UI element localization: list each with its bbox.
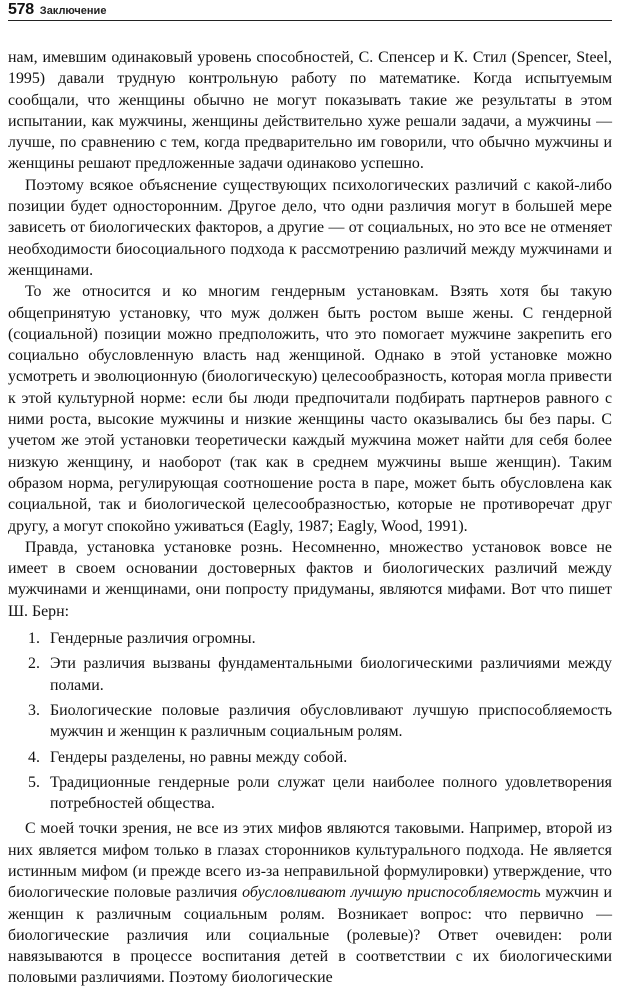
list-item <box>8 772 612 815</box>
page-header <box>8 0 612 21</box>
paragraph-final <box>8 818 612 988</box>
list-item <box>8 747 612 768</box>
list-text: Традиционные гендерные роли служат цели наиболее полного удовлетворения потребностей общества. <box>50 773 612 813</box>
text-run: С моей точки зрения, не все из этих мифов являются таковыми. Например, второй из них является мифом только в глазах сторонников культурального подхода. Не является истинным мифом (и прежде всего из-за неправильной формулировки) утверждение, что биологические половые различия <box>8 820 612 902</box>
list-number: 5. <box>28 773 40 791</box>
list-number: 4. <box>28 748 40 766</box>
list-item <box>8 700 612 743</box>
paragraph: То же относится и ко многим гендерным установкам. Взять хотя бы такую общепринятую установку, что муж должен быть ростом выше жены. С гендерной (социальной) позиции можно предположить, что это помогает мужчине закрепить его социально обусловленную власть над женщиной. Однако в этой установке можно усмотреть и эволюционную (биологическую) целесообразность, которая могла привести к этой культурной норме: если бы люди предпочитали подбирать партнеров равного с ними роста, высокие мужчины и низкие женщины часто оказывались бы без пары. С учетом же этой установки теоретически каждый мужчина может найти для себя более низкую женщину, и наоборот (так как в среднем мужчины выше женщин). Таким образом норма, регулирующая соотношение роста в паре, может быть обусловлена как социальной, так и биологической целесообразностью, которые не противоречат друг другу, а могут спокойно уживаться (Eagly, 1987; Eagly, Wood, 1991). <box>8 283 612 535</box>
myths-list <box>8 628 612 814</box>
list-number: 1. <box>28 630 40 648</box>
running-head: Заключение <box>39 5 107 17</box>
list-text: Биологические половые различия обусловливают лучшую приспособляемость мужчин и женщин к различным социальным ролям. <box>50 701 612 741</box>
page-number: 578 <box>8 1 34 18</box>
list-item <box>8 628 612 649</box>
list-item <box>8 653 612 696</box>
paragraph: нам, имевшим одинаковый уровень способностей, С. Спенсер и К. Стил (Spencer, Steel, 1995) давали трудную контрольную работу по математике. Когда испытуемым сообщали, что женщины обычно не могут показывать такие же результаты в этом испытании, как мужчины, женщины действительно хуже решали задачи, а мужчины — лучше, по сравнению с тем, когда предварительно им говорили, что обычно мужчины и женщины решают предложенные задачи одинаково успешно. <box>8 49 612 173</box>
page-body <box>8 47 612 989</box>
list-text: Эти различия вызваны фундаментальными биологическими различиями между полами. <box>50 655 612 694</box>
list-number: 2. <box>28 655 40 673</box>
list-text: Гендерные различия огромны. <box>50 630 256 648</box>
list-text: Гендеры разделены, но равны между собой. <box>50 748 348 766</box>
italic-emphasis: обусловливают лучшую приспособляемость <box>242 884 541 902</box>
paragraph: Правда, установка установке рознь. Несомненно, множество установок вовсе не имеет в своем основании достоверных фактов и биологических различий между мужчинами и женщинами, они попросту придуманы, являются мифами. Вот что пишет Ш. Берн: <box>8 538 612 620</box>
list-number: 3. <box>28 701 40 719</box>
text-run: мужчин и женщин к различным социальным ролям. Возникает вопрос: что первично — биологические различия или социальные (ролевые)? Ответ очевиден: роли навязываются в процессе воспитания детей в соответствии с их биологическими половыми различиями. Поэтому биологические <box>8 884 612 987</box>
paragraph: Поэтому всякое объяснение существующих психологических различий с какой-либо позиции будет односторонним. Другое дело, что одни различия могут в большей мере зависеть от биологических факторов, а другие — от социальных, но это все не отменяет необходимости биосоциального подхода к рассмотрению различий между мужчинами и женщинами. <box>8 176 612 279</box>
